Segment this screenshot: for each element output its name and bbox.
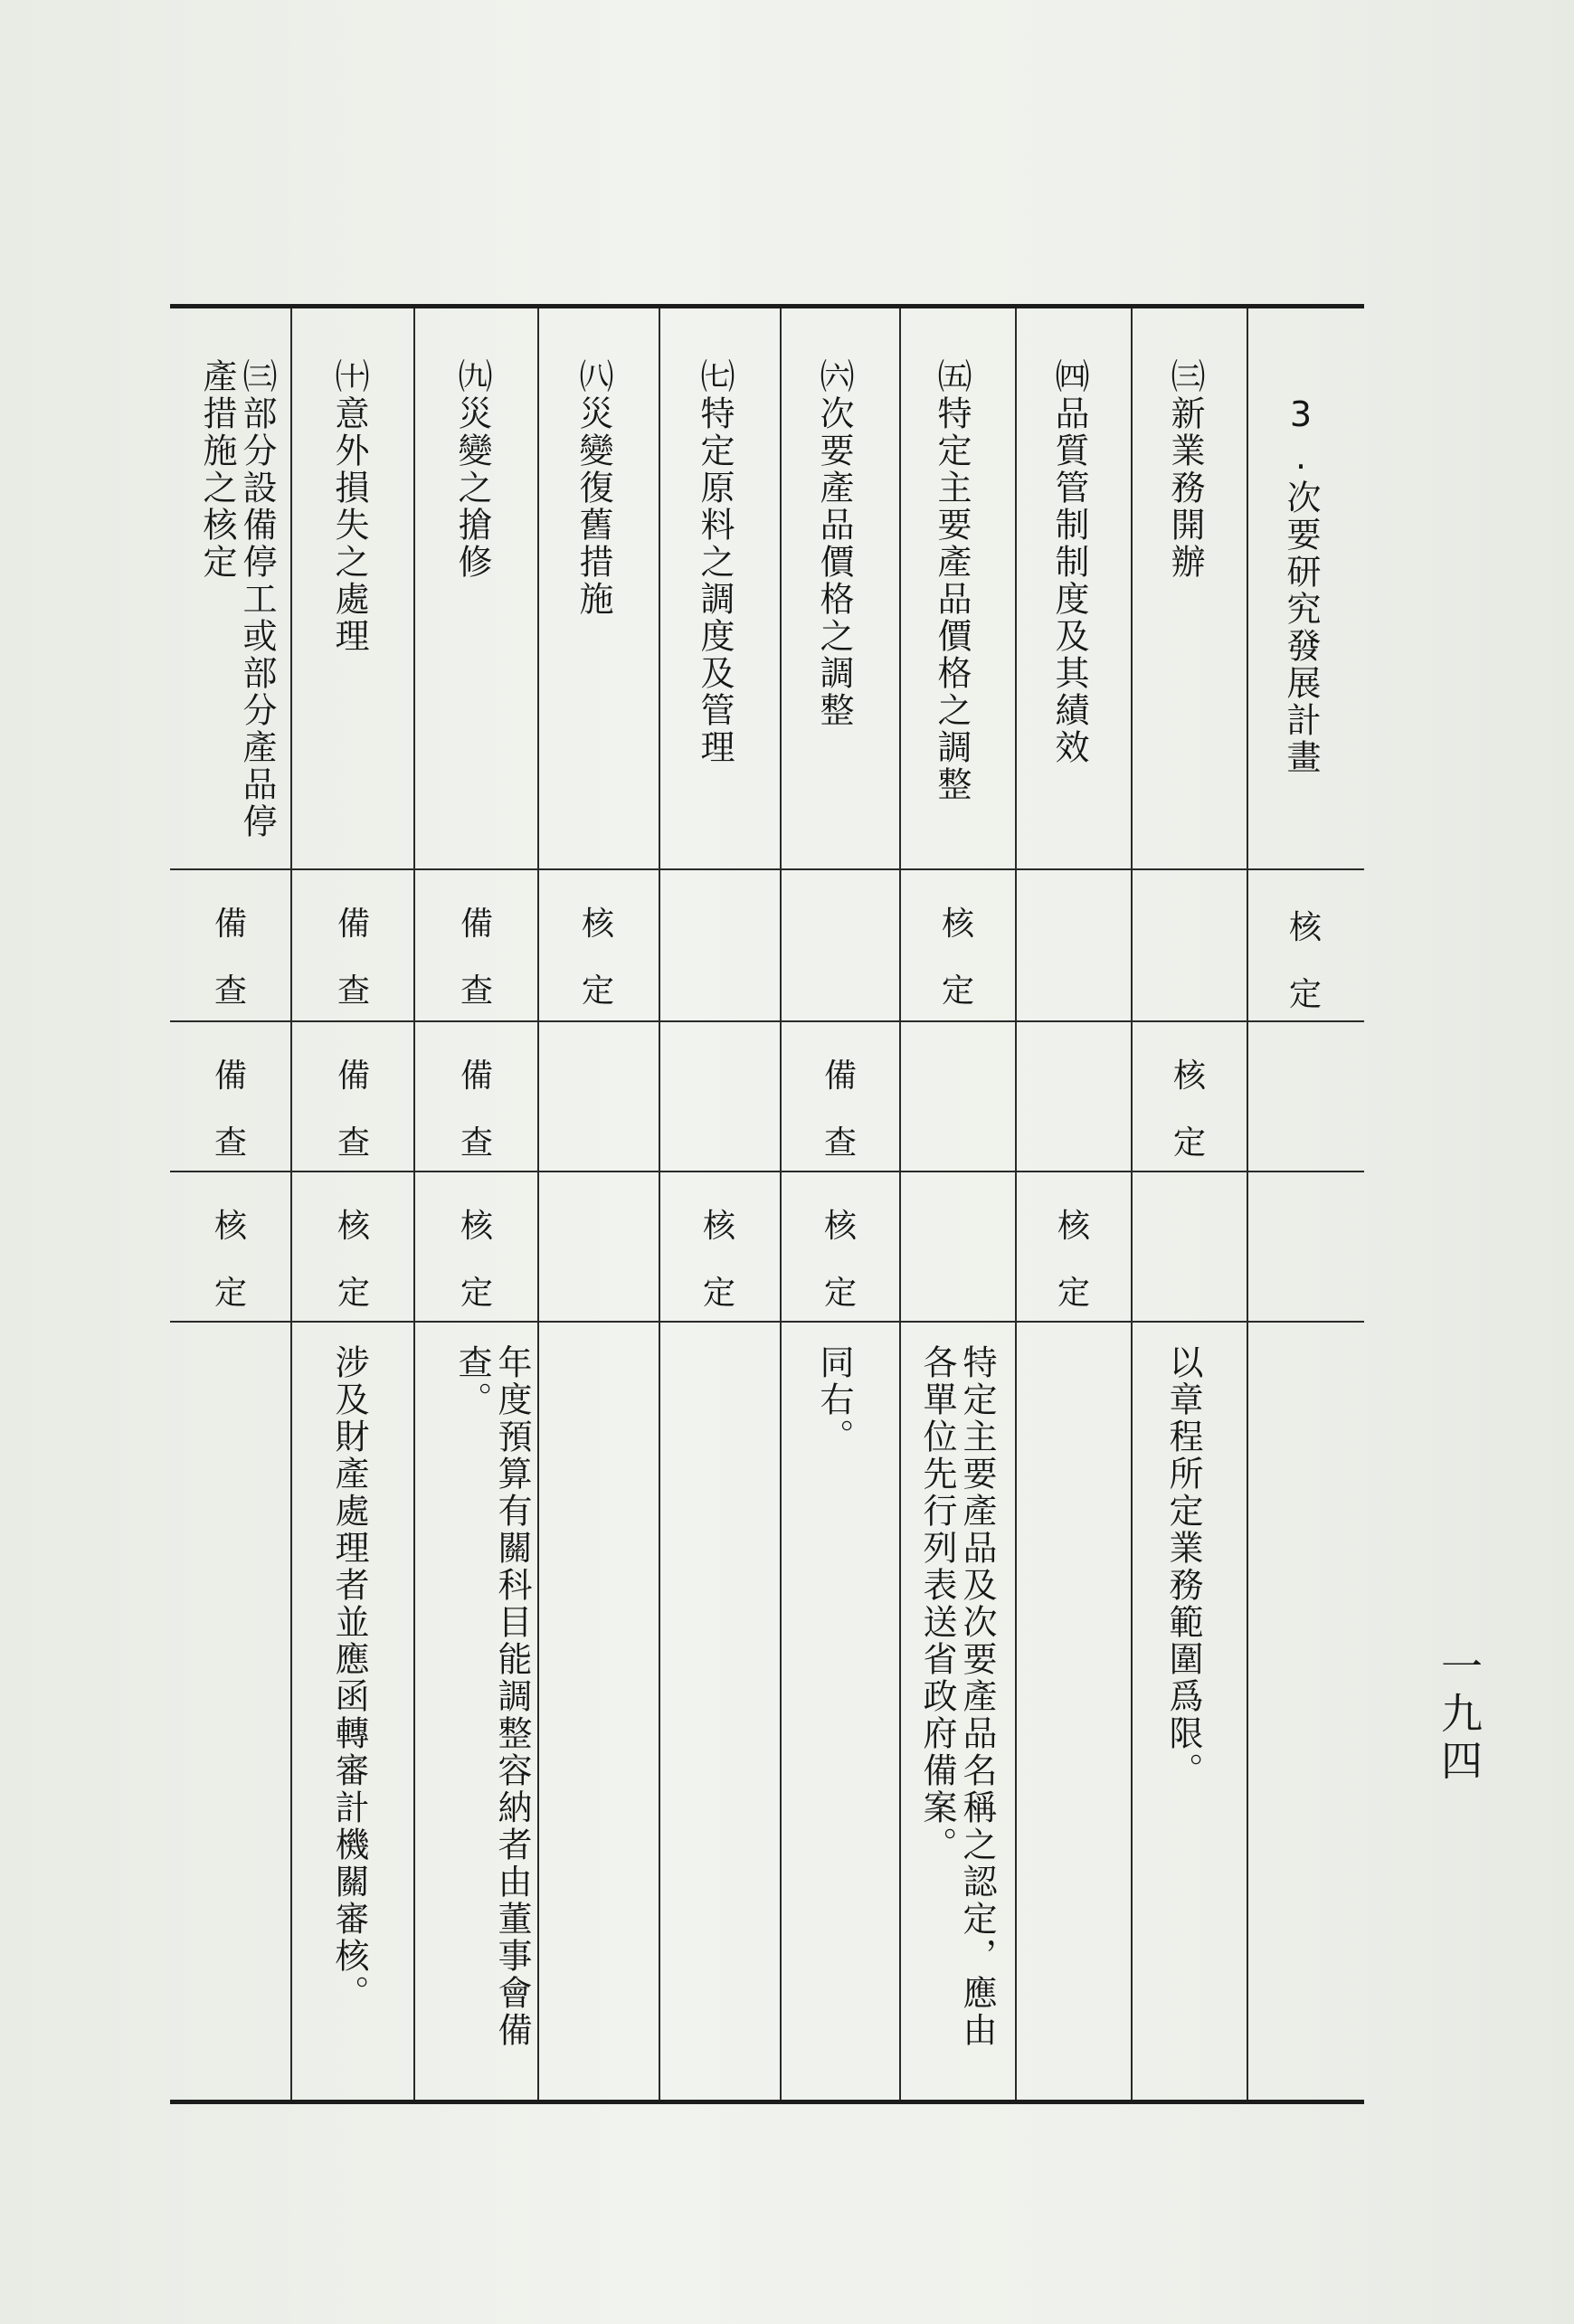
column-line bbox=[659, 308, 660, 2100]
mark-col3: 核 定 bbox=[1057, 1208, 1090, 1312]
item-title: ㈢新業務開辦 bbox=[1165, 358, 1205, 581]
mark-col2: 備 查 bbox=[823, 1058, 857, 1162]
item-title: ㈩意外損失之處理 bbox=[329, 358, 369, 655]
item-title: ㈥次要產品價格之調整 bbox=[814, 358, 854, 729]
mark-col2: 核 定 bbox=[1172, 1058, 1206, 1162]
item-title: ㈤特定主要產品價格之調整 bbox=[932, 358, 972, 803]
item-title: ㈦特定原料之調度及管理 bbox=[695, 358, 735, 766]
mark-col3: 核 定 bbox=[1288, 909, 1322, 1013]
item-note: 特定主要產品及次要產品名稱之認定，應由各單位先行列表送省政府備案。 bbox=[917, 1344, 997, 2049]
mark-col3: 核 定 bbox=[702, 1208, 735, 1312]
mark-col2: 備 查 bbox=[337, 1058, 370, 1162]
column-line bbox=[1247, 308, 1248, 2100]
page-number: 一九四 bbox=[1435, 1645, 1484, 1786]
column-line bbox=[780, 308, 782, 2100]
column-line bbox=[413, 308, 415, 2100]
mark-col1: 核 定 bbox=[581, 906, 614, 1010]
mark-col1: 核 定 bbox=[941, 906, 974, 1010]
table-top-rule bbox=[170, 304, 1364, 308]
item-title: ㈨災變之搶修 bbox=[452, 358, 492, 581]
divider-after-item bbox=[170, 868, 1364, 870]
mark-col3: 核 定 bbox=[337, 1208, 370, 1312]
table-bottom-rule bbox=[170, 2100, 1364, 2104]
item-title: ㈢部分設備停工或部分產品停產措施之核定 bbox=[197, 358, 277, 840]
column-line bbox=[1131, 308, 1133, 2100]
mark-col3: 核 定 bbox=[460, 1208, 493, 1312]
column-line bbox=[537, 308, 539, 2100]
column-line bbox=[1015, 308, 1017, 2100]
item-title: ㈧災變復舊措施 bbox=[574, 358, 613, 618]
mark-col1: 備 查 bbox=[337, 906, 370, 1010]
column-line bbox=[290, 308, 292, 2100]
mark-col1: 備 查 bbox=[213, 906, 247, 1010]
item-title: ㈣品質管制制度及其績效 bbox=[1049, 358, 1089, 766]
item-note: 以章程所定業務範圍爲限。 bbox=[1163, 1344, 1203, 1789]
item-title: 3.次要研究發展計畫 bbox=[1281, 394, 1321, 776]
mark-col2: 備 查 bbox=[213, 1058, 247, 1162]
authority-table bbox=[170, 304, 1364, 2104]
mark-col3: 核 定 bbox=[213, 1208, 247, 1312]
item-note: 涉及財產處理者並應函轉審計機關審核。 bbox=[329, 1344, 369, 2012]
mark-col3: 核 定 bbox=[823, 1208, 857, 1312]
item-note: 年度預算有關科目能調整容納者由董事會備查。 bbox=[452, 1344, 532, 2049]
mark-col2: 備 查 bbox=[460, 1058, 493, 1162]
column-line bbox=[899, 308, 901, 2100]
mark-col1: 備 查 bbox=[460, 906, 493, 1010]
item-note: 同右。 bbox=[814, 1344, 854, 1456]
